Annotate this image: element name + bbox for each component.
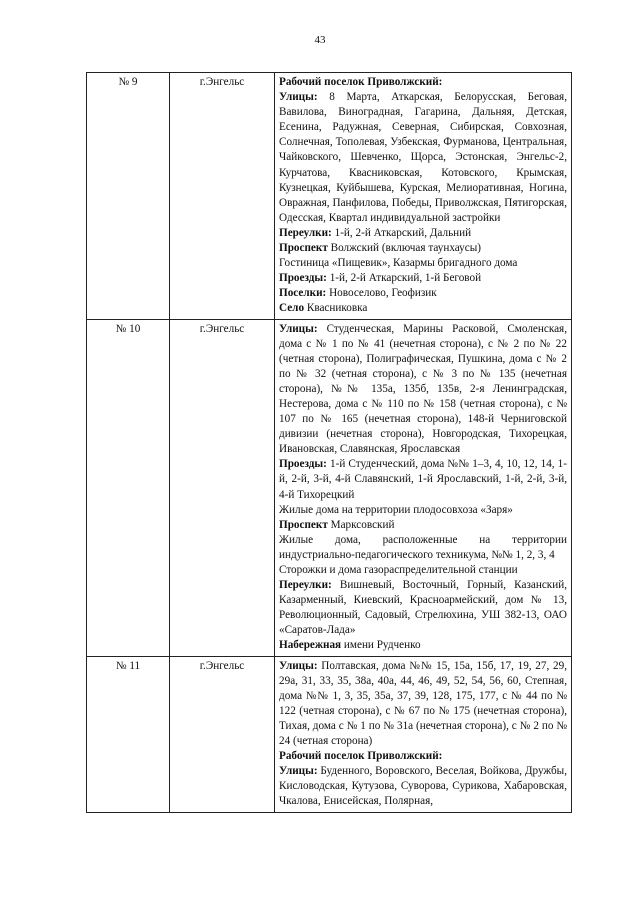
districts-table — [86, 72, 572, 813]
description-line — [279, 90, 567, 226]
description-line — [279, 226, 567, 241]
description-line — [279, 301, 567, 316]
description-line — [279, 518, 567, 533]
section-text: 1-й, 2-й Аткарский, 1-й Беговой — [326, 272, 482, 285]
section-text: Гостиница «Пищевик», Казармы бригадного дома — [279, 257, 518, 270]
description-line — [279, 578, 567, 638]
section-text: Квасниковка — [304, 302, 368, 315]
section-text: 1-й, 2-й Аткарский, Дальний — [331, 226, 472, 239]
district-number: № 9 — [87, 73, 170, 320]
section-text: Новоселово, Геофизик — [326, 287, 437, 300]
section-label: Проспект — [279, 242, 328, 255]
description-line — [279, 286, 567, 301]
section-text: Студенческая, Марины Расковой, Смоленская, дома с № 1 по № 41 (нечетная сторона), с № 2 по № 22 (четная сторона), Полиграфическая, Пушкина, дома с № 2 по № 32 (четная сторона), с № 3 по № 135 (нечетная сторона), №№ 135а, 135б, 135в, 2-я Ленинградская, Нестерова, дома с № 110 по № 158 (четная сторона), с № 107 по № 165 (нечетная сторона), 148-й Черниговской дивизии (нечетная сторона), Новгородская, Тихорецкая, Ивановская, Славянская, Ярославская — [279, 322, 567, 456]
section-text: Волжский (включая таунхаусы) — [327, 242, 481, 255]
district-city: г.Энгельс — [170, 656, 275, 812]
section-text: Жилые дома на территории плодосовхоза «Заря» — [279, 503, 513, 516]
description-line — [279, 503, 567, 518]
description-line — [279, 659, 567, 750]
section-label: Проезды: — [279, 272, 327, 285]
table-row — [87, 656, 572, 812]
section-label: Улицы: — [279, 659, 318, 672]
section-label: Улицы: — [279, 322, 318, 335]
section-text: 8 Марта, Аткарская, Белорусская, Беговая, Вавилова, Виноградная, Гагарина, Дальняя, Детская, Есенина, Радужная, Северная, Сибирская, Совхозная, Солнечная, Тополевая, Узбекская, Фурманова, Центральная, Чайковского, Шевченко, Щорса, Эстонская, Энгельс-2, Курчатова, Квасниковская, Котовского, Крымская, Кузнецкая, Куйбышева, Курская, Мелиоративная, Ногина, Овражная, Панфилова, Победы, Приволжская, Пятигорская, Одесская, Квартал индивидуальной застройки — [279, 91, 567, 224]
section-label: Переулки: — [279, 579, 332, 592]
description-line — [279, 749, 567, 764]
table-row — [87, 319, 572, 656]
section-text: Полтавская, дома №№ 15, 15а, 15б, 17, 19, 27, 29, 29а, 31, 33, 35, 38а, 40а, 44, 46, 49, 52, 54, 56, 60, Степная, дома №№ 1, 3, 35, 35а, 37, 39, 128, 175, 177, с № 44 по № 122 (четная сторона), с № 67 по № 175 (нечетная сторона), Тихая, дома с № 1 по № 31а (нечетная сторона), с № 2 по № 24 (четная сторона) — [279, 659, 567, 748]
section-label: Рабочий поселок Приволжский: — [279, 750, 443, 763]
district-description — [275, 73, 572, 320]
districts-table-body — [87, 73, 572, 813]
district-city: г.Энгельс — [170, 319, 275, 656]
description-line — [279, 322, 567, 458]
section-label: Улицы: — [279, 765, 318, 778]
description-line — [279, 563, 567, 578]
description-line — [279, 764, 567, 809]
section-label: Проспект — [279, 518, 328, 531]
section-text: 1-й Студенческий, дома №№ 1–3, 4, 10, 12, 14, 1-й, 2-й, 3-й, 4-й Славянский, 1-й Ярославский, 1-й, 2-й, 3-й, 4-й Тихорецкий — [279, 458, 567, 501]
section-text: Вишневый, Восточный, Горный, Казанский, Казарменный, Киевский, Красноармейский, дом № 13, Революционный, Садовый, Стрелюхина, УШ 382-13, ОАО «Саратов-Лада» — [279, 579, 567, 637]
table-row — [87, 73, 572, 320]
section-text: Жилые дома, расположенные на территории индустриально-педагогического техникума, №№ 1, 2, 3, 4 — [279, 533, 567, 561]
section-label: Проезды: — [279, 458, 327, 471]
description-line — [279, 271, 567, 286]
description-line — [279, 533, 567, 563]
description-line — [279, 638, 567, 653]
district-description — [275, 656, 572, 812]
description-line — [279, 457, 567, 502]
section-label: Набережная — [279, 639, 342, 652]
section-label: Рабочий поселок Приволжский: — [279, 76, 443, 88]
section-text: имени Рудченко — [341, 639, 421, 652]
description-line — [279, 256, 567, 271]
page-number: 43 — [314, 34, 326, 46]
section-label: Улицы: — [279, 91, 318, 104]
section-label: Переулки: — [279, 226, 332, 239]
district-number: № 10 — [87, 319, 170, 656]
district-city: г.Энгельс — [170, 73, 275, 320]
description-line — [279, 241, 567, 256]
section-label: Поселки: — [279, 287, 327, 300]
section-text: Буденного, Воровского, Веселая, Войкова, Дружбы, Кисловодская, Кутузова, Суворова, Сурикова, Хабаровская, Чкалова, Енисейская, Полярная, — [279, 765, 567, 808]
section-text: Марксовский — [327, 518, 395, 531]
district-number: № 11 — [87, 656, 170, 812]
section-text: Сторожки и дома газораспределительной станции — [279, 564, 518, 576]
section-label: Село — [279, 302, 305, 315]
description-line — [279, 75, 567, 90]
district-description — [275, 319, 572, 656]
